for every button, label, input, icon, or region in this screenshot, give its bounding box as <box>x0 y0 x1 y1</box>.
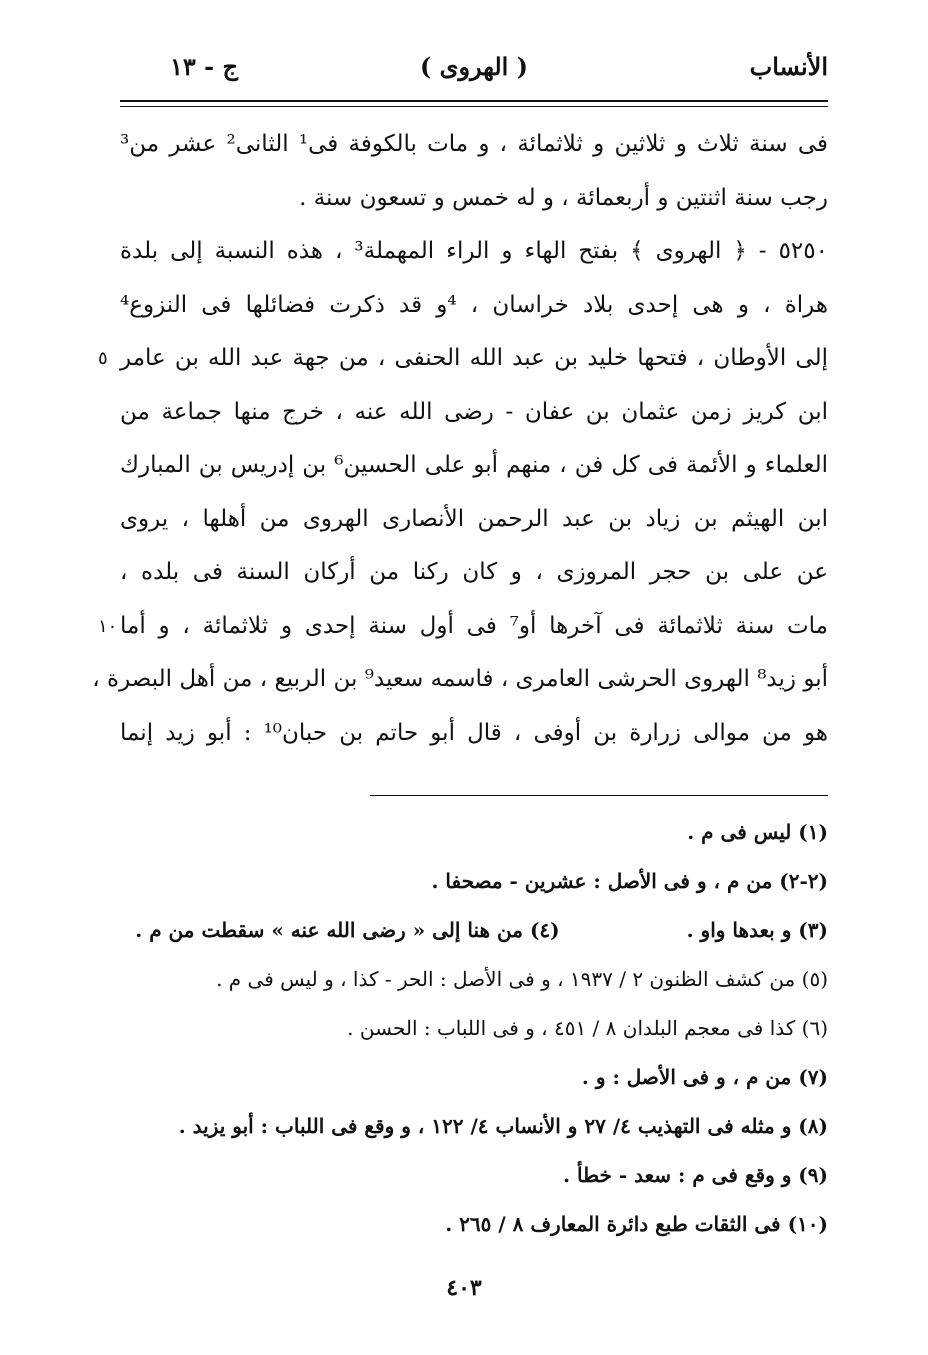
page-number: ٤٠٣ <box>446 1275 482 1301</box>
text-line: عن على بن حجر المروزى ، و كان ركنا من أركان السنة فى بلده ، <box>120 559 828 585</box>
running-header <box>120 52 828 92</box>
text-line: أبو زيد⁸ الهروى الحرشى العامرى ، فاسمه سعيد⁹ بن الربيع ، من أهل البصرة ، <box>92 666 828 692</box>
text-line: ابن كريز زمن عثمان بن عفان - رضى الله عنه ، خرج منها جماعة من <box>120 398 828 425</box>
footnote: (٣) و بعدها واو . <box>686 918 828 942</box>
footnotes <box>120 808 828 1249</box>
margin-line-number: ١٠ <box>98 615 118 637</box>
footnote: (٥) من كشف الظنون ٢ / ١٩٣٧ ، و فى الأصل : الحر - كذا ، و ليس فى م . <box>216 967 828 991</box>
text-line: ابن الهيثم بن زياد بن عبد الرحمن الأنصارى الهروى من أهلها ، يروى <box>120 505 828 532</box>
text-line-with-margin-number <box>98 600 828 654</box>
header-volume: ج - ١٣ <box>170 52 238 81</box>
text-line-with-margin-number <box>98 332 828 386</box>
margin-line-number: ٥ <box>98 348 108 369</box>
footnote: (١٠) فى الثقات طبع دائرة المعارف ٨ / ٢٦٥ . <box>445 1212 828 1236</box>
footnote: (٦) كذا فى معجم البلدان ٨ / ٤٥١ ، و فى اللباب : الحسن . <box>347 1016 828 1040</box>
text-line: هو من موالى زرارة بن أوفى ، قال أبو حاتم بن حبان¹⁰ : أبو زيد إنما <box>120 719 828 746</box>
footnote: (١) ليس فى م . <box>687 820 828 844</box>
footnote: (٢-٢) من م ، و فى الأصل : عشرين - مصحفا . <box>431 869 828 893</box>
footnote-pair <box>120 906 828 955</box>
footnote-separator <box>370 795 828 796</box>
footnote: (٩) و وقع فى م : سعد - خطأ . <box>563 1163 828 1187</box>
text-line: ٥٢٥٠ - ﴿ الهروى ﴾ بفتح الهاء و الراء المهملة³ ، هذه النسبة إلى بلدة <box>120 238 828 264</box>
text-line-content: مات سنة ثلاثمائة فى آخرها أو⁷ فى أول سنة إحدى و ثلاثمائة ، و أما <box>120 612 828 639</box>
footnote: (٧) من م ، و فى الأصل : و . <box>581 1065 828 1089</box>
text-line: فى سنة ثلاث و ثلاثين و ثلاثمائة ، و مات بالكوفة فى¹ الثانى² عشر من³ <box>120 131 828 157</box>
header-book-title: الأنساب <box>749 52 828 81</box>
footnote: (٨) و مثله فى التهذيب ٤/ ٢٧ و الأنساب ٤/ ١٢٢ ، و وقع فى اللباب : أبو يزيد . <box>178 1114 828 1138</box>
header-rule <box>120 100 828 107</box>
text-line: رجب سنة اثنتين و أربعمائة ، و له خمس و تسعون سنة . <box>299 184 828 211</box>
text-line-content: إلى الأوطان ، فتحها خليد بن عبد الله الحنفى ، من جهة عبد الله بن عامر <box>120 345 828 371</box>
text-line: العلماء و الأئمة فى كل فن ، منهم أبو على الحسين⁶ بن إدريس بن المبارك <box>120 452 828 478</box>
header-entry-title: ( الهروى ) <box>419 52 529 81</box>
footnote: (٤) من هنا إلى « رضى الله عنه » سقطت من م . <box>135 918 560 942</box>
main-text <box>92 118 828 760</box>
text-line: هراة ، و هى إحدى بلاد خراسان ، ⁴و قد ذكرت فضائلها فى النزوع⁴ <box>120 291 828 318</box>
